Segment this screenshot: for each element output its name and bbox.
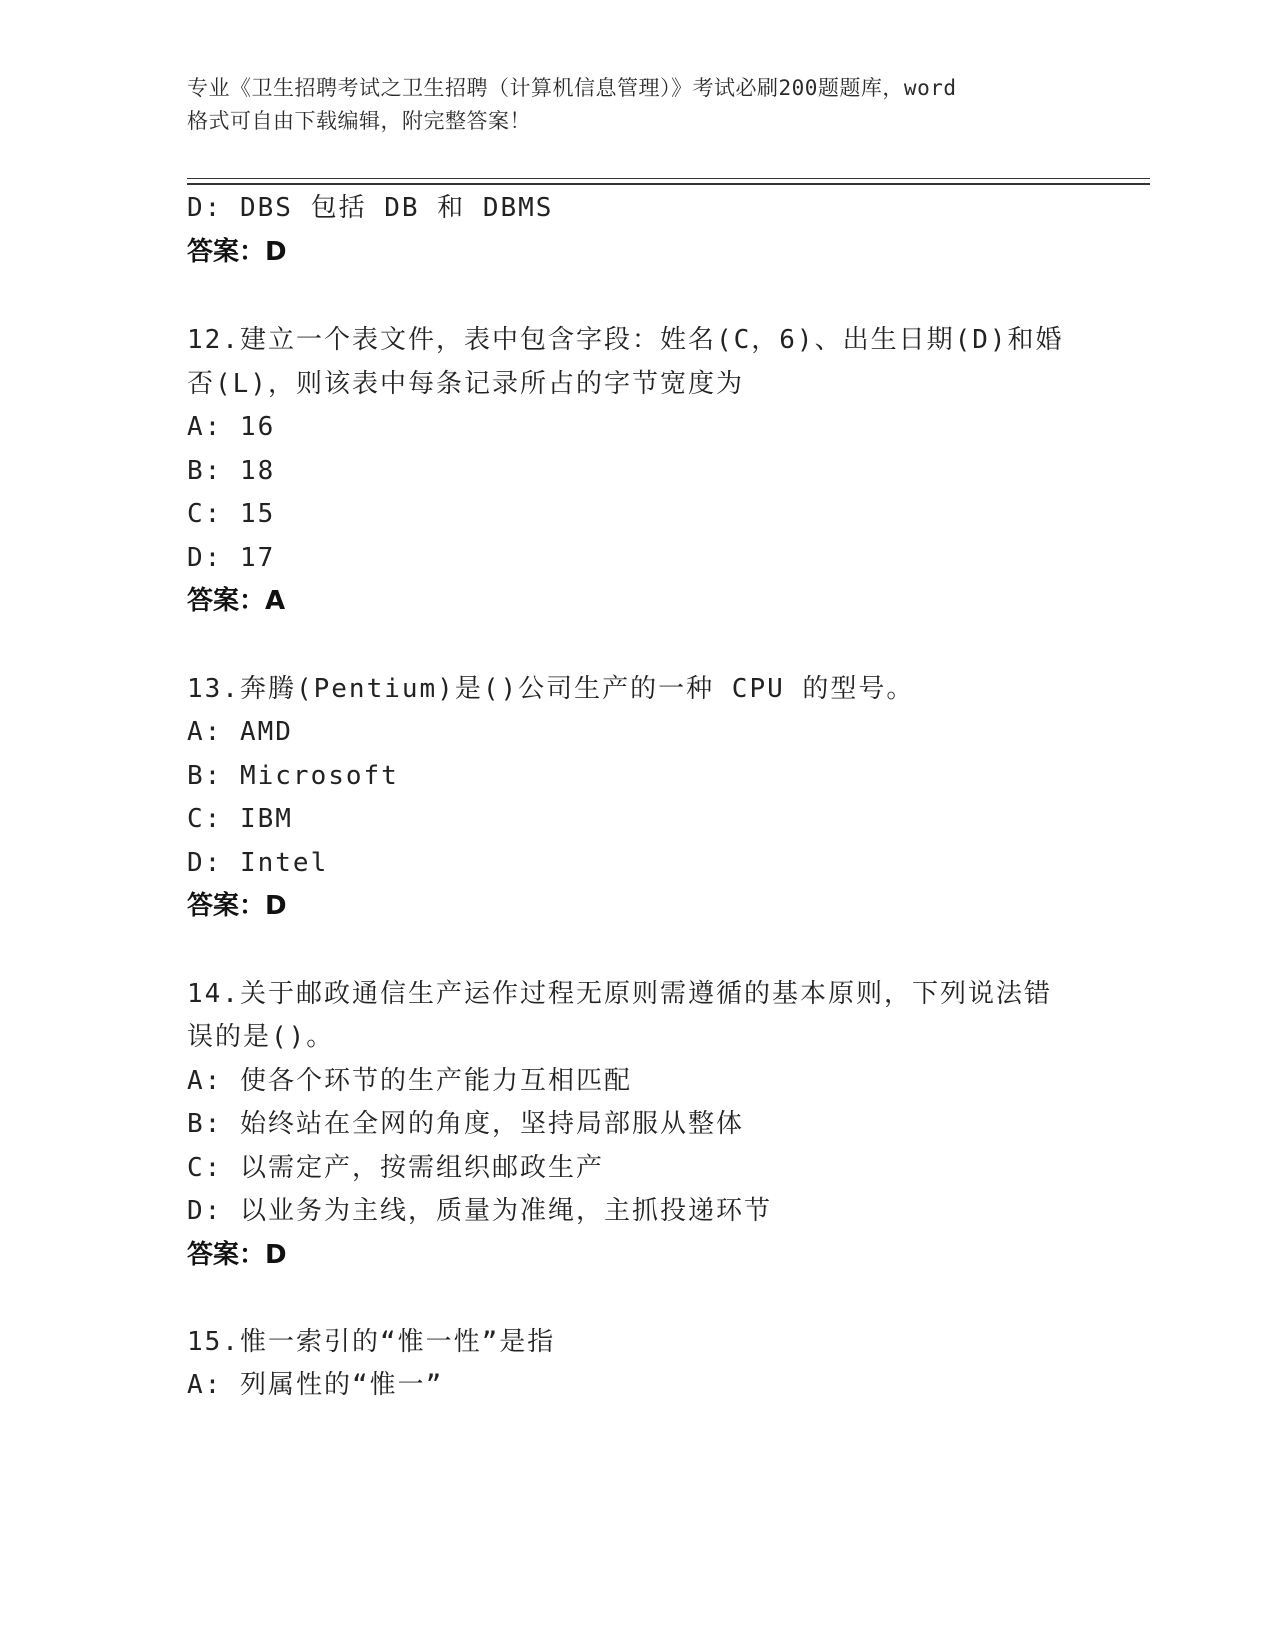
q12-option-d: D: 17 xyxy=(187,543,276,573)
q12-option-a: A: 16 xyxy=(187,412,276,442)
header-line-1: 专业《卫生招聘考试之卫生招聘（计算机信息管理）》考试必刷200题题库，word xyxy=(187,76,957,100)
q13-option-d: D: Intel xyxy=(187,848,329,878)
q13-option-c: C: IBM xyxy=(187,804,293,834)
q14-option-d: D: 以业务为主线，质量为准绳，主抓投递环节 xyxy=(187,1196,772,1226)
q14-option-c: C: 以需定产，按需组织邮政生产 xyxy=(187,1153,604,1183)
q12-option-b: B: 18 xyxy=(187,456,276,486)
q12-answer: 答案：A xyxy=(187,586,286,616)
q13-answer: 答案：D xyxy=(187,891,287,921)
q15-stem-line-1: 15.惟一索引的“惟一性”是指 xyxy=(187,1327,556,1357)
q15-option-a: A: 列属性的“惟一” xyxy=(187,1370,444,1400)
q14-answer: 答案：D xyxy=(187,1240,287,1270)
prev-answer: 答案：D xyxy=(187,237,287,267)
q14-stem-line-1: 14.关于邮政通信生产运作过程无原则需遵循的基本原则，下列说法错 xyxy=(187,979,1052,1009)
q14-option-a: A: 使各个环节的生产能力互相匹配 xyxy=(187,1066,632,1096)
prev-option-d: D: DBS 包括 DB 和 DBMS xyxy=(187,193,554,223)
header-divider-thick xyxy=(187,183,1150,185)
q13-option-b: B: Microsoft xyxy=(187,761,399,791)
q13-stem-line-1: 13.奔腾(Pentium)是()公司生产的一种 CPU 的型号。 xyxy=(187,674,915,704)
q14-stem-line-2: 误的是()。 xyxy=(187,1022,335,1052)
q12-stem-line-1: 12.建立一个表文件，表中包含字段：姓名(C，6)、出生日期(D)和婚 xyxy=(187,325,1064,355)
header-divider-thin xyxy=(187,178,1150,179)
q12-option-c: C: 15 xyxy=(187,499,276,529)
q12-stem-line-2: 否(L)，则该表中每条记录所占的字节宽度为 xyxy=(187,369,744,399)
document-header xyxy=(187,72,1087,138)
q13-option-a: A: AMD xyxy=(187,717,293,747)
header-line-2: 格式可自由下载编辑，附完整答案！ xyxy=(187,109,531,133)
q14-option-b: B: 始终站在全网的角度，坚持局部服从整体 xyxy=(187,1109,744,1139)
